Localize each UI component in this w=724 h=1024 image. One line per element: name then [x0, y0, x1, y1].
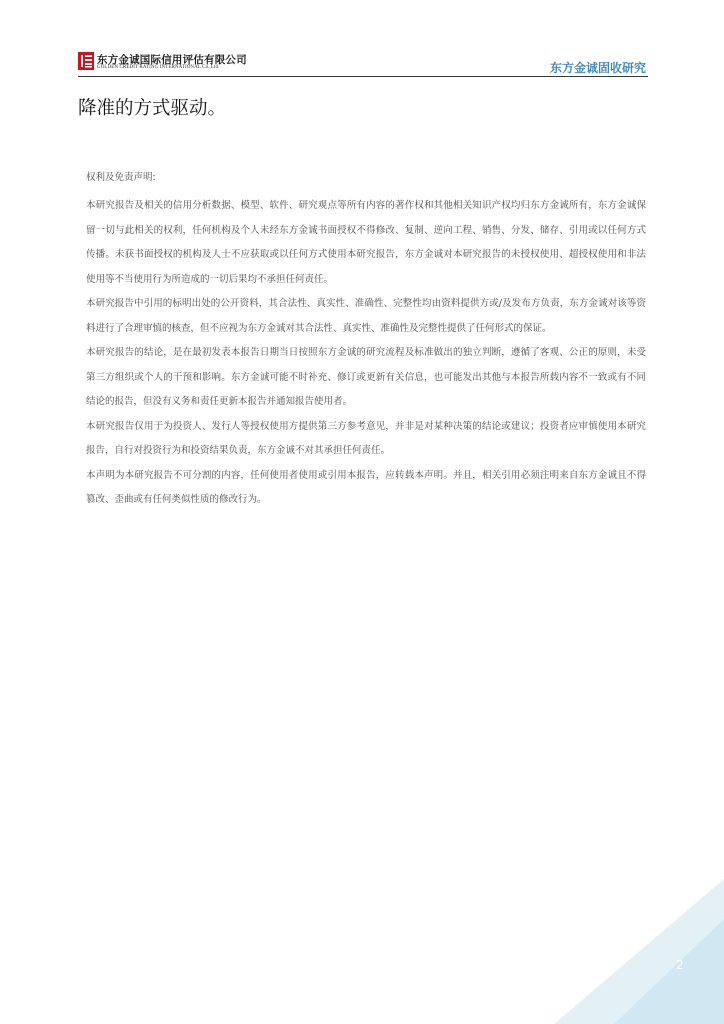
page-number: 2: [676, 958, 684, 972]
disclaimer-paragraph-reproduction: 本声明为本研究报告不可分割的内容，任何使用者使用或引用本报告，应转载本声明。并且，相关引用必须注明来自东方金诚且不得篡改、歪曲或有任何类似性质的修改行为。: [86, 469, 646, 505]
disclaimer-section: [86, 166, 646, 513]
disclaimer-paragraph-conclusions: 本研究报告的结论，是在最初发表本报告日期当日按照东方金诚的研究流程及标准做出的独立判断，遵循了客观、公正的原则，未受第三方组织或个人的干预和影响。东方金诚可能不时补充、修订或更新有关信息，也可能发出其他与本报告所载内容不一致或有不同结论的报告，但没有义务和责任更新本报告并通知报告使用者。: [86, 347, 646, 407]
body-text-continuation: 降准的方式驱动。: [78, 98, 227, 119]
page-header: [78, 50, 648, 78]
company-logo-icon: [78, 52, 94, 70]
disclaimer-paragraph-sources: 本研究报告中引用的标明出处的公开资料，其合法性、真实性、准确性、完整性均由资料提供方或/及发布方负责，东方金诚对该等资料进行了合理审慎的核查，但不应视为东方金诚对其合法性、真实性、准确性及完整性提供了任何形式的保证。: [86, 298, 646, 334]
disclaimer-title: 权利及免责声明:: [86, 172, 156, 183]
company-name-en: GOLDEN CREDIT RATING INTERNATIONAL Co.,Ltd.: [97, 65, 220, 70]
disclaimer-paragraph-copyright: 本研究报告及相关的信用分析数据、模型、软件、研究观点等所有内容的著作权和其他相关知识产权均归东方金诚所有，东方金诚保留一切与此相关的权利，任何机构及个人未经东方金诚书面授权不得修改、复制、逆向工程、销售、分发、储存、引用或以任何方式传播。未获书面授权的机构及人士不应获取或以任何方式使用本研究报告，东方金诚对本研究报告的未授权使用、超授权使用和非法使用等不当使用行为所造成的一切后果均不承担任何责任。: [86, 200, 646, 285]
header-divider: [78, 76, 648, 77]
corner-decoration: [554, 879, 724, 1024]
company-name-cn: 东方金诚国际信用评估有限公司: [97, 54, 247, 66]
disclaimer-paragraph-usage: 本研究报告仅用于为投资人、发行人等授权使用方提供第三方参考意见，并非是对某种决策的结论或建议；投资者应审慎使用本研究报告，自行对投资行为和投资结果负责，东方金诚不对其承担任何责任。: [86, 420, 646, 456]
header-section-title: 东方金诚固收研究: [549, 61, 646, 75]
